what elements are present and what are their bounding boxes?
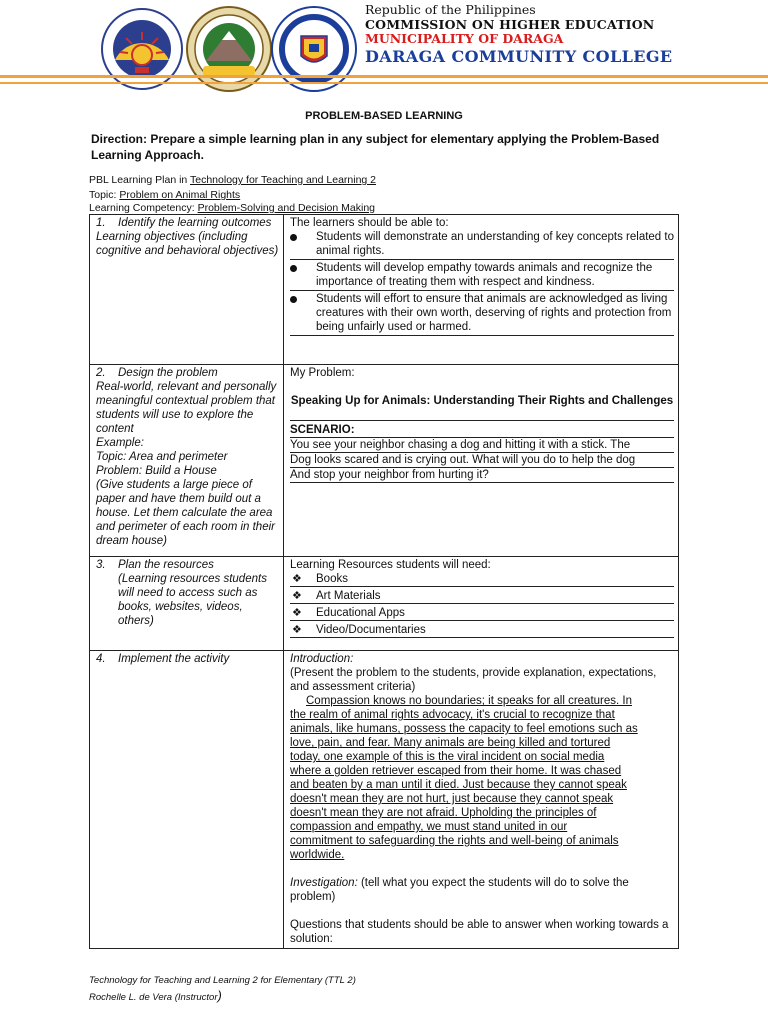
list-item: Students will effort to ensure that animals are acknowledged as living creatures with their own worth, deserving of rights and protection from being unfairly used or harmed. (290, 292, 674, 336)
introduction-line: where a golden retriever escaped from their home. It was chased (290, 765, 622, 777)
introduction-label: Introduction: (290, 653, 354, 665)
plan-subject-value: Technology for Teaching and Learning 2 (190, 174, 377, 186)
page-title: PROBLEM-BASED LEARNING (305, 110, 463, 122)
municipality-seal-logo (186, 6, 272, 92)
municipality-line: MUNICIPALITY OF DARAGA (365, 31, 564, 46)
college-seal-logo (271, 6, 357, 92)
diamond-bullet-icon: ❖ (292, 590, 302, 602)
table-row (90, 215, 679, 365)
introduction-line: compassion and empathy, we must stand united in our (290, 821, 568, 833)
introduction-line: commitment to safeguarding the rights and well-being of animals (290, 835, 619, 847)
direction-text: Direction: Prepare a simple learning plan in any subject for elementary applying the Problem-Based Learning Approach. (91, 132, 660, 162)
problem-title: Speaking Up for Animals: Understanding Their Rights and Challenges (290, 395, 674, 407)
table-row (90, 557, 679, 651)
response-cell (284, 651, 679, 949)
step-heading: Plan the resources (118, 559, 214, 571)
scenario-line: You see your neighbor chasing a dog and hitting it with a stick. The (290, 438, 674, 453)
institution-header (365, 4, 673, 65)
response-cell (284, 365, 679, 557)
list-item: Students will demonstrate an understanding of key concepts related to animal rights. (290, 230, 674, 260)
investigation-line (290, 876, 674, 904)
bullet-icon (290, 265, 297, 272)
step-cell: 2. Design the problem Real-world, relevant and personally meaningful contextual problem that students will use to explore the content Example: Topic: Area and perimeter Problem: Build a House (Give students a large piece of paper and have them build out a house. Let them calculate the area and perimeter of each room in their dream house) (90, 365, 284, 557)
competency-value: Problem-Solving and Decision Making (197, 202, 375, 214)
introduction-line: Compassion knows no boundaries; it speaks for all creatures. In (306, 695, 632, 707)
footer-course: Technology for Teaching and Learning 2 for Elementary (TTL 2) (89, 975, 356, 986)
letterhead (0, 0, 768, 88)
bullet-icon (290, 296, 297, 303)
step-cell: 4. Implement the activity (90, 651, 284, 949)
table-row (90, 651, 679, 949)
scenario-label: SCENARIO: (290, 420, 674, 438)
header-divider-thin (0, 82, 768, 84)
example-detail: (Give students a large piece of paper and have them build out a house. Let them calculate the area and perimeter of each room in their dream house) (96, 479, 275, 547)
introduction-line: doesn't mean they are not afraid. Upholding the principles of (290, 807, 597, 819)
introduction-line: worldwide. (290, 849, 345, 861)
header-divider (0, 75, 768, 78)
step-note: Learning objectives (including cognitive and behavioral objectives) (96, 231, 279, 257)
introduction-line: love, pain, and fear. Many animals are being killed and tortured (290, 737, 611, 749)
step-heading: Identify the learning outcomes (118, 217, 272, 229)
topic-value: Problem on Animal Rights (119, 189, 241, 201)
questions-text: Questions that students should be able to answer when working towards a solution: (290, 919, 669, 945)
bullet-icon (290, 234, 297, 241)
scenario-line: Dog looks scared and is crying out. What will you do to help the dog (290, 453, 674, 468)
topic-line: Topic: Problem on Animal Rights (89, 189, 241, 201)
introduction-line: doesn't mean they are not hurt, just because they cannot speak (290, 793, 614, 805)
diamond-bullet-icon: ❖ (292, 624, 302, 636)
response-cell (284, 215, 679, 365)
scenario-line: And stop your neighbor from hurting it? (290, 468, 674, 483)
footer-instructor: Rochelle L. de Vera (Instructor) (89, 988, 222, 1003)
list-item: ❖ Art Materials (290, 589, 674, 604)
response-cell (284, 557, 679, 651)
investigation-note: (tell what you expect the students will do to solve the problem) (290, 877, 629, 903)
introduction-line: the realm of animal rights advocacy, it's crucial to recognize that (290, 709, 615, 721)
learning-plan-table (89, 214, 679, 949)
step-cell: 3. Plan the resources (Learning resources students will need to access such as books, websites, videos, others) (90, 557, 284, 651)
step-heading: Design the problem (118, 367, 218, 379)
outcomes-intro: The learners should be able to: (290, 217, 449, 229)
step-note: (Learning resources students will need to access such as books, websites, videos, others) (118, 573, 267, 627)
introduction-line: animals, like humans, possess the capacity to feel emotions such as (290, 723, 638, 735)
list-item: ❖ Video/Documentaries (290, 623, 674, 638)
list-item: ❖ Educational Apps (290, 606, 674, 621)
introduction-note: (Present the problem to the students, provide explanation, expectations, and assessment criteria) (290, 667, 657, 693)
introduction-line: and beaten by a man until it died. Just because they cannot speak (290, 779, 627, 791)
step-note: Real-world, relevant and personally meaningful contextual problem that students will use to explore the content (96, 381, 277, 435)
competency-line: Learning Competency: Problem-Solving and Decision Making (89, 202, 375, 214)
list-item: ❖ Books (290, 572, 674, 587)
my-problem-label: My Problem: (290, 367, 355, 379)
diamond-bullet-icon: ❖ (292, 607, 302, 619)
list-item: Students will develop empathy towards animals and recognize the importance of treating them with respect and kindness. (290, 261, 674, 291)
investigation-label: Investigation: (290, 877, 358, 889)
commission-line: COMMISSION ON HIGHER EDUCATION (365, 16, 655, 32)
step-cell: 1. Identify the learning outcomes Learning objectives (including cognitive and behavioral objectives) (90, 215, 284, 365)
table-row (90, 365, 679, 557)
college-name: DARAGA COMMUNITY COLLEGE (365, 46, 673, 66)
introduction-line: today, one example of this is the viral incident on social media (290, 751, 605, 763)
page-footer (89, 973, 356, 1005)
step-heading: Implement the activity (118, 653, 230, 665)
plan-subject-line: PBL Learning Plan in Technology for Teaching and Learning 2 (89, 174, 377, 186)
republic-line: Republic of the Philippines (365, 2, 536, 17)
resources-intro: Learning Resources students will need: (290, 559, 491, 571)
diamond-bullet-icon: ❖ (292, 573, 302, 585)
